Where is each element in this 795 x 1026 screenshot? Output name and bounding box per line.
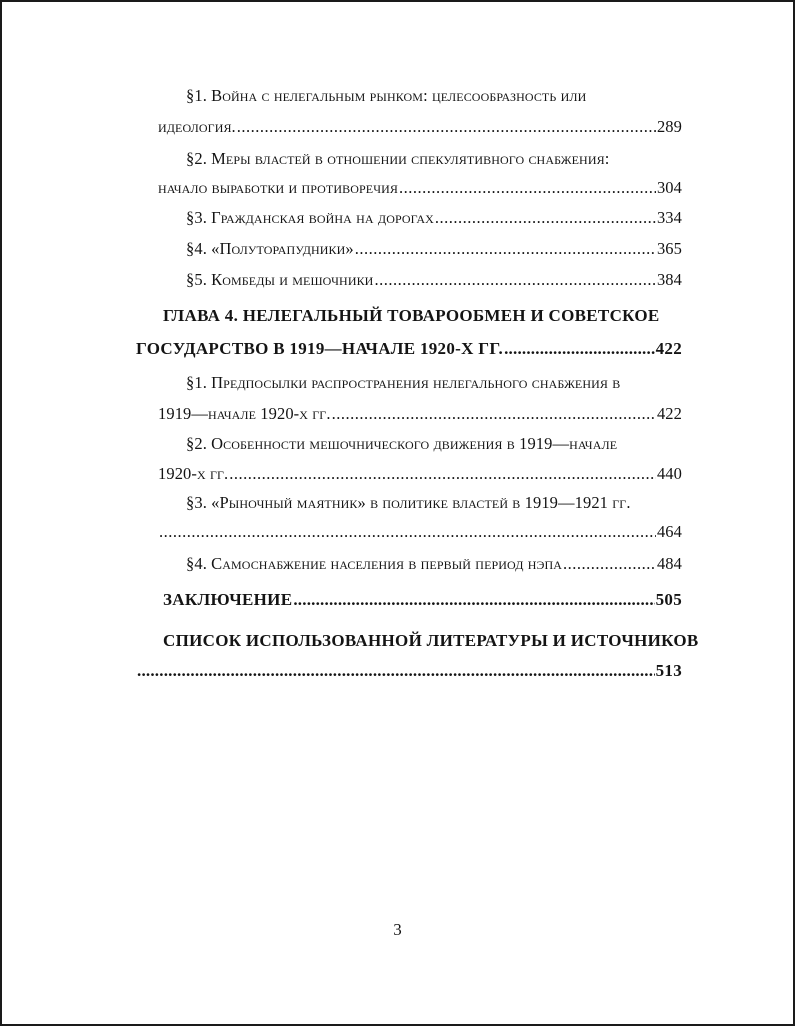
dot-leader — [374, 270, 655, 290]
toc-entry-title: начало выработки и противоречия — [158, 178, 398, 197]
dot-leader — [229, 464, 656, 484]
toc-entry-title: §3. Гражданская война на дорогах — [186, 208, 434, 227]
toc-entry-title: §4. Самоснабжение населения в первый период нэпа — [186, 554, 563, 573]
toc-entry-ch3-s4[interactable] — [186, 239, 682, 259]
toc-entry-title: 1919—начале 1920-х гг. — [158, 404, 331, 423]
toc-page-number: 440 — [656, 464, 682, 483]
toc-page-number: 289 — [656, 117, 682, 136]
toc-entry-title: §1. Война с нелегальным рынком: целесообразность или — [186, 86, 587, 105]
toc-page-number: 365 — [656, 239, 682, 258]
chapter-title: СПИСОК ИСПОЛЬЗОВАННОЙ ЛИТЕРАТУРЫ И ИСТОЧНИКОВ — [163, 631, 699, 650]
toc-entry-title: §1. Предпосылки распространения нелегального снабжения в — [186, 373, 621, 392]
toc-entry-title: §4. «Полуторапудники» — [186, 239, 354, 258]
toc-chapter4-heading-line2[interactable] — [136, 339, 682, 359]
toc-page-number: 304 — [656, 178, 682, 197]
toc-entry-title: §2. Особенности мешочнического движения в 1919—начале — [186, 434, 618, 453]
toc-entry-ch3-s2-line2[interactable] — [158, 178, 682, 198]
page-number: 3 — [393, 920, 402, 939]
toc-entry-title: §3. «Рыночный маятник» в политике властей в 1919—1921 гг. — [186, 493, 631, 512]
toc-page-number: 422 — [656, 404, 682, 423]
toc-entry-ch4-s3-line2[interactable] — [158, 522, 682, 542]
toc-bibliography-line2[interactable] — [136, 661, 682, 681]
toc-page-number: 513 — [655, 661, 682, 680]
dot-leader — [293, 590, 654, 610]
toc-entry-ch3-s1-line2[interactable] — [158, 117, 682, 137]
toc-entry-ch4-s2-line2[interactable] — [158, 464, 682, 484]
chapter-title: ГОСУДАРСТВО В 1919—НАЧАЛЕ 1920-Х ГГ. — [136, 339, 504, 358]
toc-page-number: 384 — [656, 270, 682, 289]
toc-page-number: 334 — [656, 208, 682, 227]
dot-leader — [435, 208, 656, 228]
toc-entry-title: идеология. — [158, 117, 236, 136]
dot-leader — [237, 117, 656, 137]
toc-entry-ch3-s1-line1[interactable] — [186, 86, 586, 106]
dot-leader — [504, 339, 654, 359]
chapter-title: ЗАКЛЮЧЕНИЕ — [163, 590, 293, 609]
toc-page-number: 464 — [656, 522, 682, 541]
toc-page-number: 505 — [655, 590, 682, 609]
toc-entry-title: 1920-х гг. — [158, 464, 229, 483]
dot-leader — [563, 554, 656, 574]
dot-leader — [159, 522, 656, 542]
toc-chapter4-heading-line1[interactable] — [163, 306, 660, 326]
dot-leader — [137, 661, 655, 681]
toc-entry-ch4-s3-line1[interactable] — [186, 493, 631, 513]
dot-leader — [355, 239, 656, 259]
toc-page-number: 484 — [656, 554, 682, 573]
toc-entry-ch3-s2-line1[interactable] — [186, 149, 609, 169]
toc-bibliography-line1[interactable] — [163, 631, 699, 651]
toc-entry-ch4-s1-line2[interactable] — [158, 404, 682, 424]
toc-entry-ch4-s1-line1[interactable] — [186, 373, 620, 393]
toc-entry-title: §2. Меры властей в отношении спекулятивного снабжения: — [186, 149, 610, 168]
toc-entry-ch4-s2-line1[interactable] — [186, 434, 617, 454]
chapter-title: ГЛАВА 4. НЕЛЕГАЛЬНЫЙ ТОВАРООБМЕН И СОВЕТСКОЕ — [163, 306, 660, 325]
dot-leader — [332, 404, 656, 424]
toc-page-number: 422 — [655, 339, 682, 358]
dot-leader — [399, 178, 656, 198]
toc-entry-ch3-s5[interactable] — [186, 270, 682, 290]
toc-entry-ch3-s3[interactable] — [186, 208, 682, 228]
toc-entry-title: §5. Комбеды и мешочники — [186, 270, 374, 289]
toc-conclusion[interactable] — [163, 590, 682, 610]
toc-entry-ch4-s4[interactable] — [186, 554, 682, 574]
